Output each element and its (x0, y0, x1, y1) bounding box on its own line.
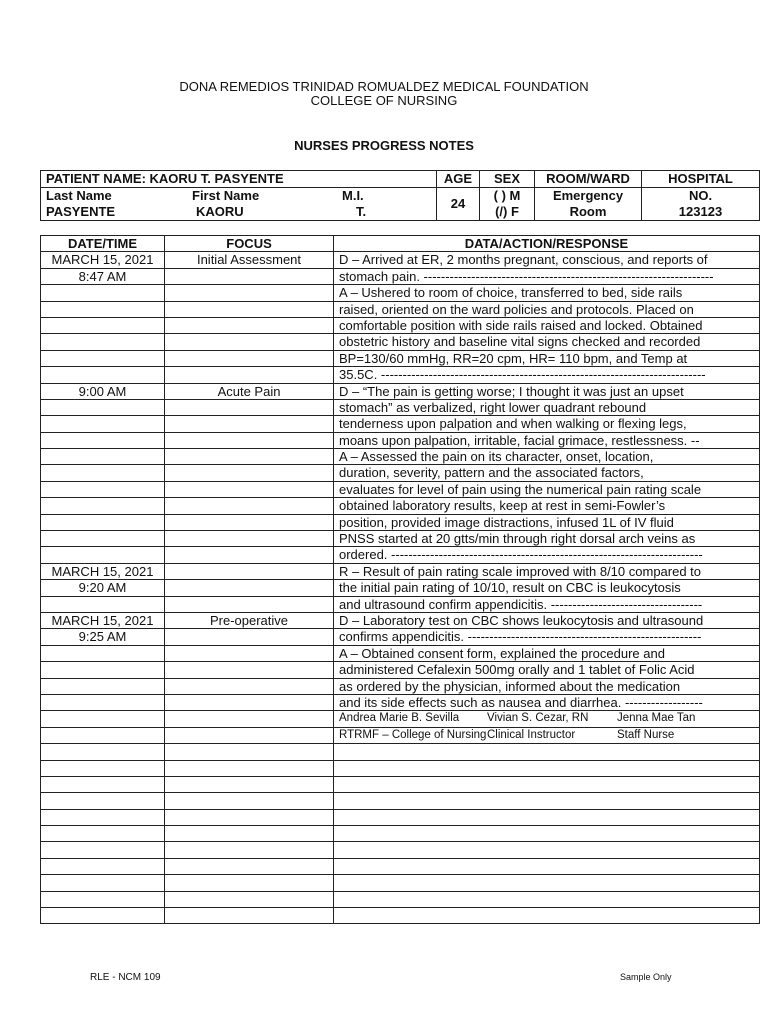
note-row (41, 531, 760, 547)
focus-cell (165, 498, 334, 514)
sex-values (480, 188, 535, 221)
note-text-cell: confirms appendicitis. ------------------------------------------------------ (334, 629, 760, 645)
room-value (535, 188, 642, 221)
note-text-cell: stomach pain. ------------------------------------------------------------------- (334, 268, 760, 284)
blank-cell (334, 891, 760, 907)
note-row (41, 514, 760, 530)
note-row (41, 432, 760, 448)
focus-cell: Initial Assessment (165, 252, 334, 268)
blank-cell (334, 793, 760, 809)
signature-line2-2: Staff Nurse (617, 728, 675, 741)
age-label: AGE (437, 171, 480, 188)
focus-cell (165, 547, 334, 563)
footer-course-code: RLE - NCM 109 (90, 972, 161, 983)
blank-cell (165, 826, 334, 842)
focus-cell (165, 662, 334, 678)
blank-cell (165, 776, 334, 792)
focus-cell (165, 678, 334, 694)
focus-cell (165, 514, 334, 530)
focus-cell: Acute Pain (165, 383, 334, 399)
progress-notes-table (40, 235, 760, 924)
focus-cell (165, 334, 334, 350)
blank-row (41, 826, 760, 842)
date-time-cell (41, 399, 165, 415)
blank-cell (41, 826, 165, 842)
note-row (41, 301, 760, 317)
blank-row (41, 858, 760, 874)
blank-cell (41, 809, 165, 825)
patient-info-table (40, 170, 760, 221)
focus-cell (165, 285, 334, 301)
sex-f: (/) F (495, 204, 519, 219)
blank-cell (165, 908, 334, 924)
blank-row (41, 793, 760, 809)
note-row (41, 252, 760, 268)
last-name-label: Last Name (46, 188, 112, 203)
focus-cell (165, 268, 334, 284)
date-time-cell (41, 432, 165, 448)
blank-row (41, 809, 760, 825)
date-time-cell (41, 645, 165, 661)
date-time-cell (41, 498, 165, 514)
note-text-cell: PNSS started at 20 gtts/min through right dorsal arch veins as (334, 531, 760, 547)
focus-cell (165, 317, 334, 333)
blank-cell (41, 744, 165, 760)
blank-cell (165, 711, 334, 727)
note-text-cell: obtained laboratory results, keep at rest in semi-Fowler’s (334, 498, 760, 514)
date-time-cell (41, 465, 165, 481)
note-row (41, 317, 760, 333)
note-text-cell: A – Obtained consent form, explained the procedure and (334, 645, 760, 661)
blank-cell (41, 793, 165, 809)
note-text-cell: and its side effects such as nausea and diarrhea. ------------------ (334, 694, 760, 710)
note-text-cell: R – Result of pain rating scale improved with 8/10 compared to (334, 563, 760, 579)
blank-cell (334, 908, 760, 924)
note-row (41, 481, 760, 497)
date-time-cell (41, 694, 165, 710)
date-time-cell (41, 449, 165, 465)
note-row (41, 449, 760, 465)
date-time-cell (41, 547, 165, 563)
focus-cell (165, 596, 334, 612)
blank-cell (41, 760, 165, 776)
signature-row (41, 711, 760, 727)
blank-cell (41, 711, 165, 727)
blank-cell (165, 842, 334, 858)
blank-cell (165, 727, 334, 743)
blank-cell (165, 891, 334, 907)
notes-header-row (41, 236, 760, 252)
date-time-cell (41, 531, 165, 547)
signature-line1-2: Jenna Mae Tan (617, 712, 696, 725)
note-row (41, 498, 760, 514)
note-row (41, 596, 760, 612)
blank-cell (165, 744, 334, 760)
note-row (41, 334, 760, 350)
signature-line2-0: RTRMF – College of Nursing (339, 728, 487, 741)
blank-cell (41, 875, 165, 891)
date-time-cell: 9:00 AM (41, 383, 165, 399)
date-time-cell (41, 317, 165, 333)
focus-cell (165, 367, 334, 383)
note-text-cell: evaluates for level of pain using the numerical pain rating scale (334, 481, 760, 497)
note-text-cell: and ultrasound confirm appendicitis. ----------------------------------- (334, 596, 760, 612)
room-label: ROOM/WARD (535, 171, 642, 188)
institution-name: DONA REMEDIOS TRINIDAD ROMUALDEZ MEDICAL FOUNDATION (179, 79, 589, 94)
blank-cell (334, 760, 760, 776)
focus-cell (165, 416, 334, 432)
hospital-label: HOSPITAL (642, 171, 760, 188)
note-row (41, 350, 760, 366)
date-time-cell: 9:25 AM (41, 629, 165, 645)
header-date-time: DATE/TIME (41, 236, 165, 252)
mi-label: M.I. (342, 188, 364, 203)
note-text-cell: the initial pain rating of 10/10, result on CBC is leukocytosis (334, 580, 760, 596)
note-text-cell: duration, severity, pattern and the associated factors, (334, 465, 760, 481)
date-time-cell (41, 662, 165, 678)
blank-row (41, 908, 760, 924)
blank-cell (165, 760, 334, 776)
sex-m: ( ) M (493, 188, 521, 203)
hospital-number: 123123 (678, 204, 723, 219)
blank-cell (334, 858, 760, 874)
blank-cell (334, 809, 760, 825)
note-text-cell: tenderness upon palpation and when walking or flexing legs, (334, 416, 760, 432)
mi: T. (356, 204, 367, 219)
note-row (41, 612, 760, 628)
form-title: NURSES PROGRESS NOTES (294, 138, 474, 153)
focus-cell (165, 629, 334, 645)
focus-cell: Pre-operative (165, 612, 334, 628)
blank-cell (41, 776, 165, 792)
blank-cell (41, 891, 165, 907)
note-text-cell: moans upon palpation, irritable, facial grimace, restlessness. -- (334, 432, 760, 448)
date-time-cell (41, 481, 165, 497)
sex-label: SEX (480, 171, 535, 188)
note-text-cell: A – Ushered to room of choice, transferred to bed, side rails (334, 285, 760, 301)
date-time-cell (41, 367, 165, 383)
hospital-no (642, 188, 760, 221)
focus-cell (165, 465, 334, 481)
blank-row (41, 744, 760, 760)
first-name-label: First Name (192, 188, 260, 203)
room-line-1: Emergency (552, 188, 624, 203)
note-row (41, 678, 760, 694)
blank-row (41, 760, 760, 776)
note-text-cell: administered Cefalexin 500mg orally and 1 tablet of Folic Acid (334, 662, 760, 678)
note-text-cell: as ordered by the physician, informed about the medication (334, 678, 760, 694)
note-row (41, 563, 760, 579)
note-row (41, 268, 760, 284)
date-time-cell (41, 514, 165, 530)
note-row (41, 416, 760, 432)
note-row (41, 694, 760, 710)
note-row (41, 465, 760, 481)
date-time-cell: MARCH 15, 2021 (41, 612, 165, 628)
signature-line2-1: Clinical Instructor (487, 728, 576, 741)
blank-cell (165, 809, 334, 825)
note-row (41, 629, 760, 645)
room-line-2: Room (569, 204, 607, 219)
date-time-cell: 9:20 AM (41, 580, 165, 596)
date-time-cell: MARCH 15, 2021 (41, 563, 165, 579)
note-text-cell: position, provided image distractions, infused 1L of IV fluid (334, 514, 760, 530)
note-row (41, 367, 760, 383)
blank-cell (41, 842, 165, 858)
note-row (41, 383, 760, 399)
focus-cell (165, 645, 334, 661)
blank-cell (334, 744, 760, 760)
note-text-cell: stomach” as verbalized, right lower quadrant rebound (334, 399, 760, 415)
focus-cell (165, 449, 334, 465)
note-row (41, 580, 760, 596)
focus-cell (165, 580, 334, 596)
header-data-action-response: DATA/ACTION/RESPONSE (334, 236, 760, 252)
note-text-cell: comfortable position with side rails raised and locked. Obtained (334, 317, 760, 333)
note-text-cell: raised, oriented on the ward policies and protocols. Placed on (334, 301, 760, 317)
signature-cell (334, 727, 760, 743)
note-text-cell: D – Laboratory test on CBC shows leukocytosis and ultrasound (334, 612, 760, 628)
note-text-cell: 35.5C. --------------------------------------------------------------------------- (334, 367, 760, 383)
note-text-cell: D – Arrived at ER, 2 months pregnant, conscious, and reports of (334, 252, 760, 268)
blank-row (41, 891, 760, 907)
blank-cell (334, 826, 760, 842)
signature-cell (334, 711, 760, 727)
note-text-cell: ordered. ------------------------------------------------------------------------ (334, 547, 760, 563)
note-row (41, 547, 760, 563)
blank-row (41, 776, 760, 792)
first-name: KAORU (196, 204, 244, 219)
blank-row (41, 875, 760, 891)
focus-cell (165, 350, 334, 366)
date-time-cell: 8:47 AM (41, 268, 165, 284)
blank-cell (334, 875, 760, 891)
focus-cell (165, 399, 334, 415)
focus-cell (165, 563, 334, 579)
date-time-cell: MARCH 15, 2021 (41, 252, 165, 268)
focus-cell (165, 432, 334, 448)
note-text-cell: BP=130/60 mmHg, RR=20 cpm, HR= 110 bpm, and Temp at (334, 350, 760, 366)
blank-cell (41, 908, 165, 924)
signature-line1-1: Vivian S. Cezar, RN (487, 712, 589, 725)
focus-cell (165, 531, 334, 547)
blank-cell (334, 776, 760, 792)
footer-sample-only: Sample Only (620, 972, 672, 982)
note-text-cell: obstetric history and baseline vital signs checked and recorded (334, 334, 760, 350)
age-value: 24 (437, 188, 480, 221)
date-time-cell (41, 596, 165, 612)
blank-cell (41, 858, 165, 874)
patient-name: PATIENT NAME: KAORU T. PASYENTE (41, 171, 437, 188)
date-time-cell (41, 678, 165, 694)
blank-cell (165, 858, 334, 874)
date-time-cell (41, 334, 165, 350)
blank-cell (334, 842, 760, 858)
date-time-cell (41, 350, 165, 366)
last-name: PASYENTE (46, 204, 116, 219)
note-row (41, 285, 760, 301)
date-time-cell (41, 285, 165, 301)
header-focus: FOCUS (165, 236, 334, 252)
hospital-label-2: NO. (688, 188, 713, 203)
focus-cell (165, 481, 334, 497)
note-row (41, 399, 760, 415)
note-text-cell: D – “The pain is getting worse; I thought it was just an upset (334, 383, 760, 399)
blank-row (41, 842, 760, 858)
name-fields (41, 188, 437, 221)
blank-cell (165, 875, 334, 891)
note-row (41, 662, 760, 678)
focus-cell (165, 301, 334, 317)
college-name: COLLEGE OF NURSING (310, 93, 458, 108)
blank-cell (165, 793, 334, 809)
signature-line1-0: Andrea Marie B. Sevilla (339, 712, 460, 725)
note-text-cell: A – Assessed the pain on its character, onset, location, (334, 449, 760, 465)
focus-cell (165, 694, 334, 710)
note-row (41, 645, 760, 661)
date-time-cell (41, 301, 165, 317)
date-time-cell (41, 416, 165, 432)
blank-cell (41, 727, 165, 743)
signature-row (41, 727, 760, 743)
